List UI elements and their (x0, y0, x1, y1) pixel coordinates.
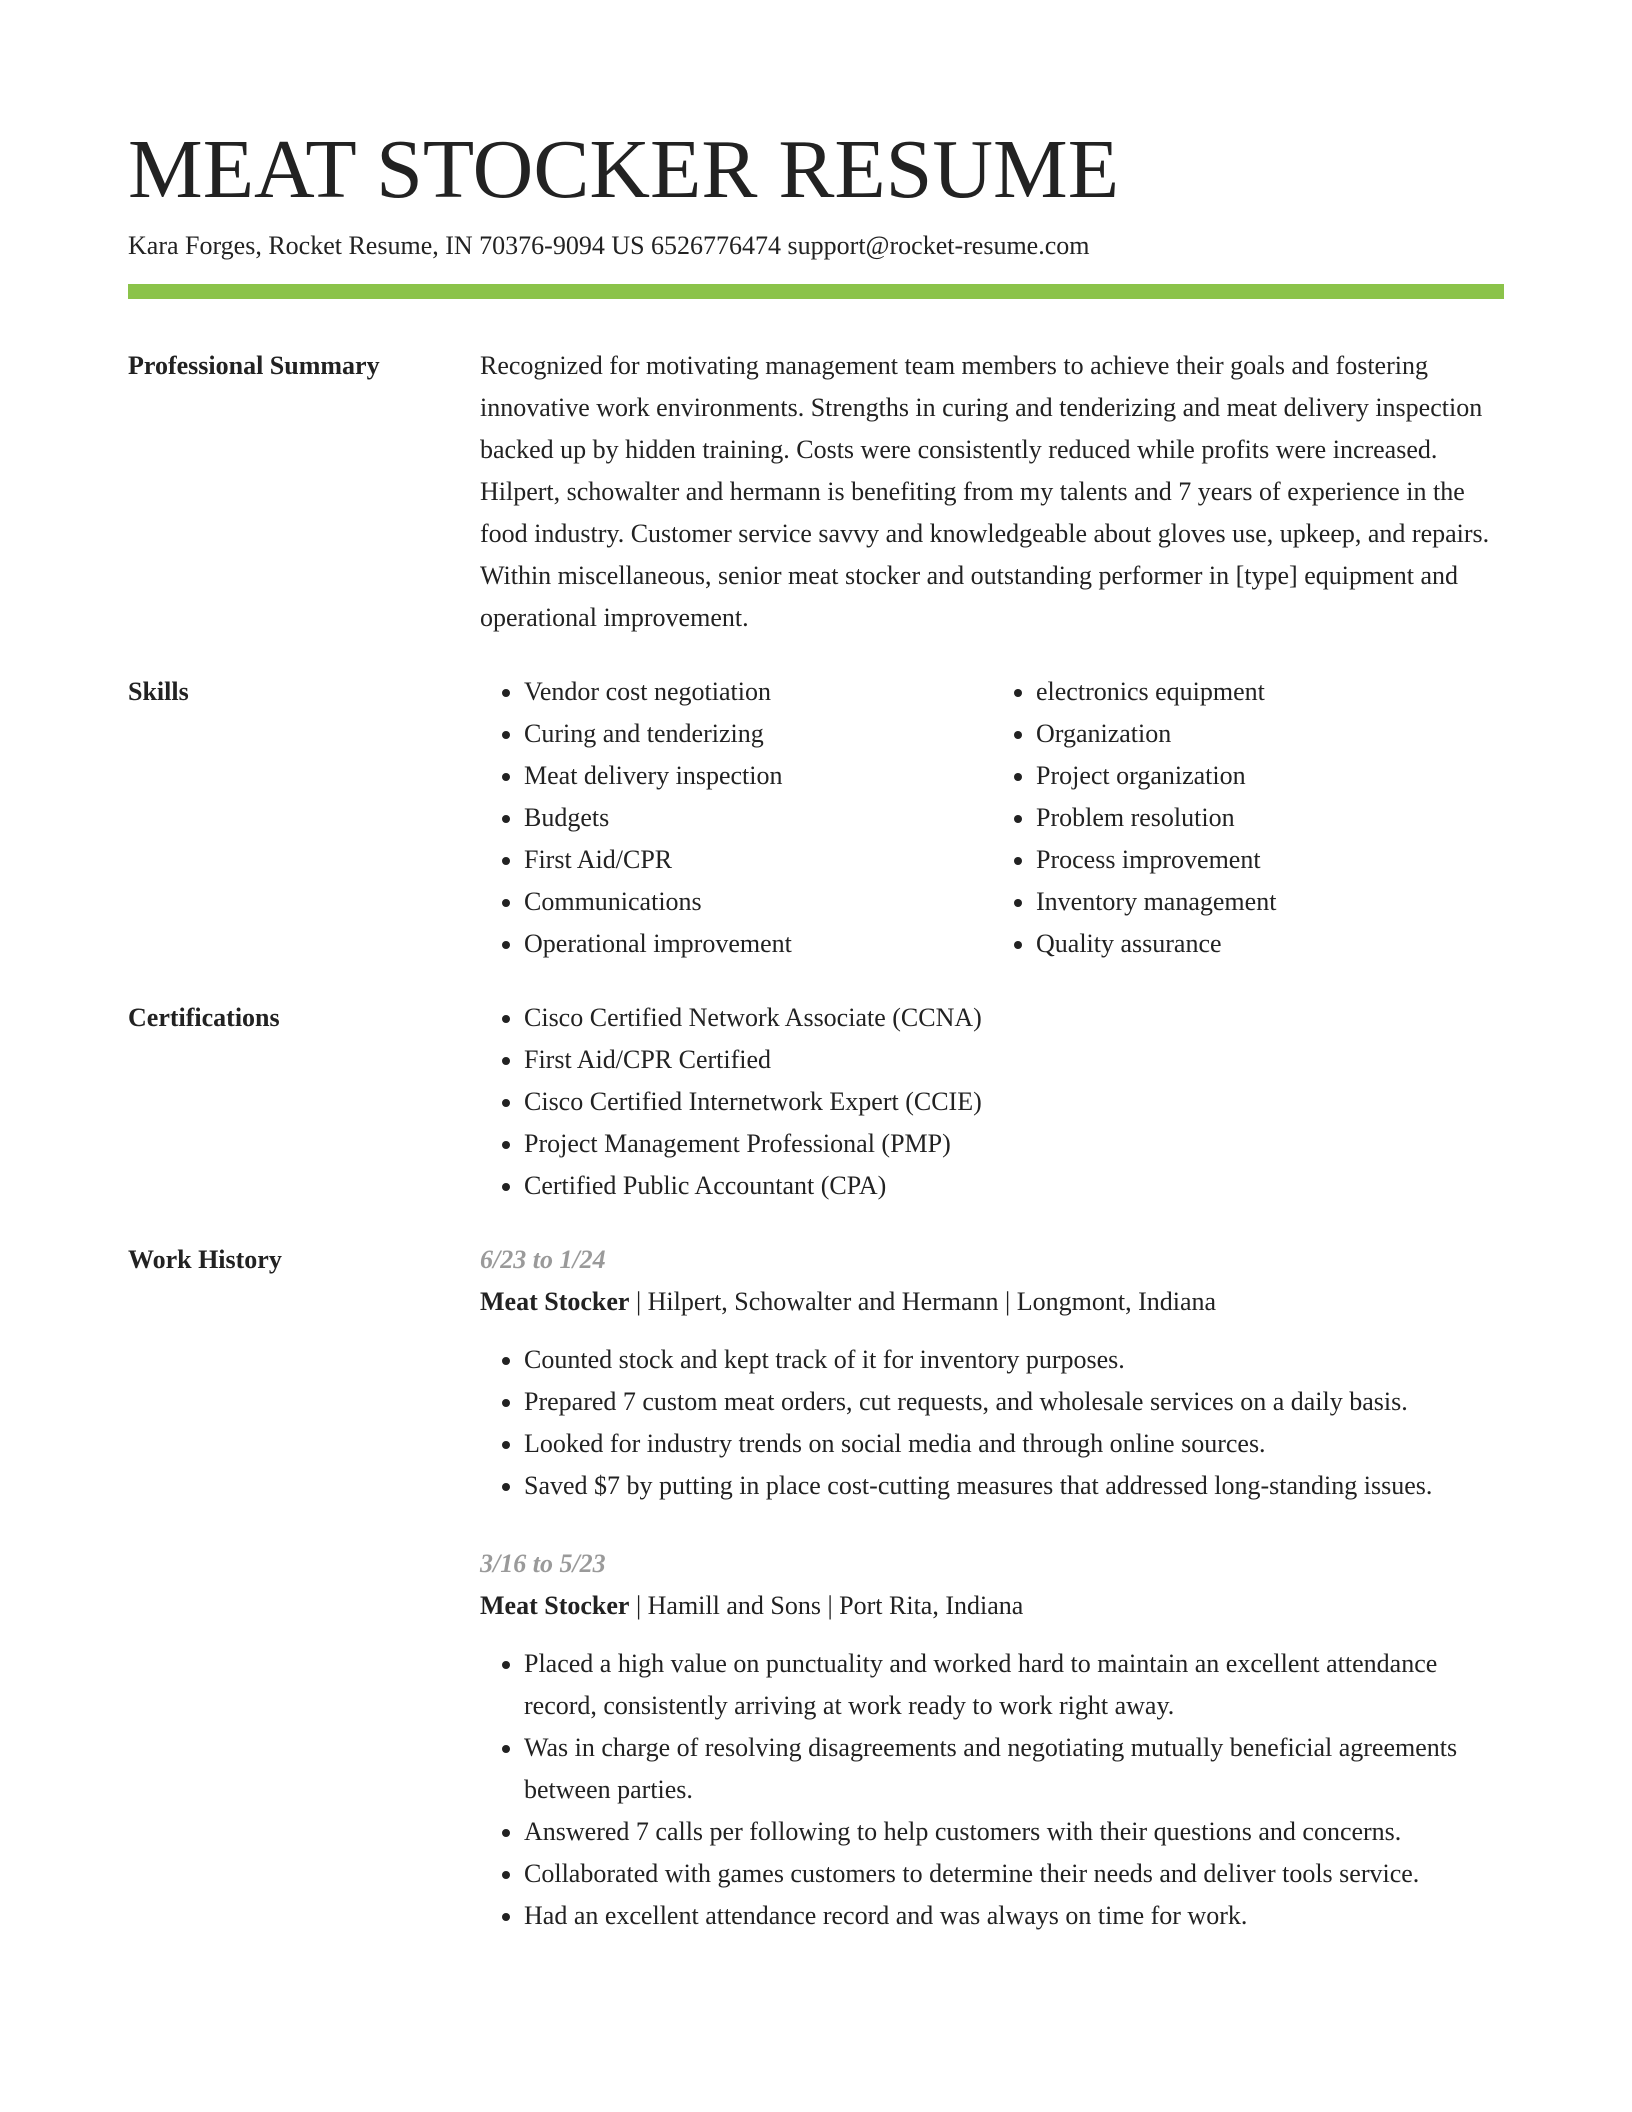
list-item: • Saved $7 by putting in place cost-cutting measures that addressed long-standing issues. (524, 1465, 1504, 1507)
job-title: Meat Stocker (480, 1287, 630, 1316)
skills-section (128, 673, 1504, 965)
list-item: • Quality assurance (1036, 923, 1504, 965)
job-dates: 6/23 to 1/24 (480, 1245, 606, 1274)
job-details: | Hamill and Sons | Port Rita, Indiana (629, 1591, 1024, 1620)
summary-section (128, 347, 1504, 639)
job-title: Meat Stocker (480, 1591, 630, 1620)
job-heading (480, 1585, 1504, 1627)
list-item: • Budgets (524, 797, 992, 839)
job-heading (480, 1281, 1504, 1323)
contact-line: Kara Forges, Rocket Resume, IN 70376-9094 US 6526776474 support@rocket-resume.com (128, 231, 1090, 260)
list-item: • Looked for industry trends on social media and through online sources. (524, 1423, 1504, 1465)
skills-list-right (992, 671, 1504, 965)
list-item: • Cisco Certified Network Associate (CCNA) (524, 997, 1504, 1039)
list-item: • electronics equipment (1036, 671, 1504, 713)
list-item: • Inventory management (1036, 881, 1504, 923)
job-bullets (480, 1339, 1504, 1507)
job-dates: 3/16 to 5/23 (480, 1549, 606, 1578)
list-item: • Collaborated with games customers to determine their needs and deliver tools service. (524, 1853, 1504, 1895)
summary-label: Professional Summary (128, 351, 380, 380)
skills-label: Skills (128, 677, 189, 706)
list-item: • Operational improvement (524, 923, 992, 965)
work-history-label: Work History (128, 1245, 282, 1274)
job-entry (480, 1239, 1504, 1507)
list-item: • Cisco Certified Internetwork Expert (CCIE) (524, 1081, 1504, 1123)
list-item: • Certified Public Accountant (CPA) (524, 1165, 1504, 1207)
resume-title: MEAT STOCKER RESUME (128, 123, 1120, 216)
skills-list-left (480, 671, 992, 965)
list-item: • Vendor cost negotiation (524, 671, 992, 713)
list-item: • Curing and tenderizing (524, 713, 992, 755)
list-item: • Was in charge of resolving disagreements and negotiating mutually beneficial agreements between parties. (524, 1727, 1504, 1811)
summary-text: Recognized for motivating management team members to achieve their goals and fostering innovative work environments. Strengths in curing and tenderizing and meat delivery inspection backed up by hidden training. Costs were consistently reduced while profits were increased. Hilpert, schowalter and hermann is benefiting from my talents and 7 years of experience in the food industry. Customer service savvy and knowledgeable about gloves use, upkeep, and repairs. Within miscellaneous, senior meat stocker and outstanding performer in [type] equipment and operational improvement. (480, 351, 1490, 632)
work-history-section (128, 1241, 1504, 1937)
list-item: • Project organization (1036, 755, 1504, 797)
list-item: • Had an excellent attendance record and was always on time for work. (524, 1895, 1504, 1937)
list-item: • Answered 7 calls per following to help customers with their questions and concerns. (524, 1811, 1504, 1853)
certifications-section (128, 999, 1504, 1207)
certifications-label: Certifications (128, 1003, 280, 1032)
job-entry (480, 1543, 1504, 1937)
list-item: • Organization (1036, 713, 1504, 755)
list-item: • First Aid/CPR Certified (524, 1039, 1504, 1081)
resume-page (128, 120, 1504, 1937)
job-details: | Hilpert, Schowalter and Hermann | Longmont, Indiana (629, 1287, 1217, 1316)
list-item: • Project Management Professional (PMP) (524, 1123, 1504, 1165)
list-item: • Communications (524, 881, 992, 923)
certifications-list (480, 997, 1504, 1207)
accent-divider (128, 284, 1504, 299)
list-item: • Problem resolution (1036, 797, 1504, 839)
list-item: • Prepared 7 custom meat orders, cut requests, and wholesale services on a daily basis. (524, 1381, 1504, 1423)
list-item: • Placed a high value on punctuality and worked hard to maintain an excellent attendance record, consistently arriving at work ready to work right away. (524, 1643, 1504, 1727)
job-bullets (480, 1643, 1504, 1937)
list-item: • Counted stock and kept track of it for inventory purposes. (524, 1339, 1504, 1381)
list-item: • Process improvement (1036, 839, 1504, 881)
list-item: • First Aid/CPR (524, 839, 992, 881)
list-item: • Meat delivery inspection (524, 755, 992, 797)
